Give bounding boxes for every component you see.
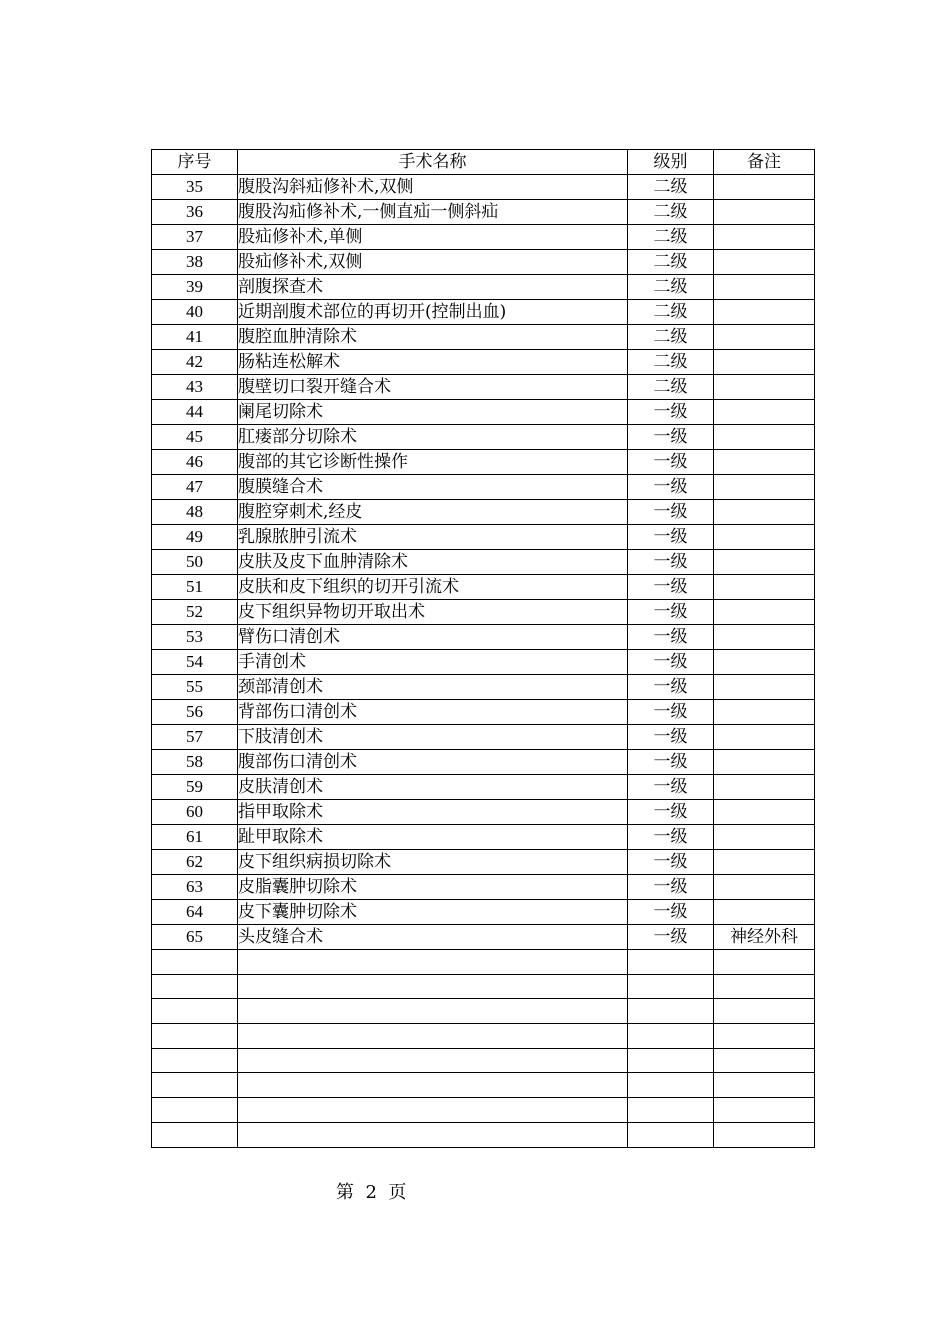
cell-name: 皮肤清创术 <box>238 775 628 800</box>
table-row <box>152 875 815 900</box>
empty-cell <box>628 999 714 1024</box>
cell-num: 53 <box>152 625 238 650</box>
empty-cell <box>714 1098 815 1123</box>
cell-name: 皮脂囊肿切除术 <box>238 875 628 900</box>
empty-cell <box>714 999 815 1024</box>
cell-level: 一级 <box>628 500 714 525</box>
empty-cell <box>152 1098 238 1123</box>
cell-level: 一级 <box>628 600 714 625</box>
empty-table-row <box>152 999 815 1024</box>
cell-num: 42 <box>152 350 238 375</box>
cell-note <box>714 850 815 875</box>
empty-cell <box>628 974 714 999</box>
empty-cell <box>714 1048 815 1073</box>
table-row <box>152 175 815 200</box>
empty-table-row <box>152 974 815 999</box>
cell-level: 一级 <box>628 750 714 775</box>
table-row <box>152 500 815 525</box>
cell-num: 50 <box>152 550 238 575</box>
cell-num: 38 <box>152 250 238 275</box>
cell-num: 63 <box>152 875 238 900</box>
cell-num: 48 <box>152 500 238 525</box>
cell-note <box>714 400 815 425</box>
table-row <box>152 625 815 650</box>
cell-num: 36 <box>152 200 238 225</box>
cell-note <box>714 500 815 525</box>
table-row <box>152 550 815 575</box>
table-row <box>152 575 815 600</box>
cell-name: 皮肤和皮下组织的切开引流术 <box>238 575 628 600</box>
cell-num: 45 <box>152 425 238 450</box>
cell-note <box>714 725 815 750</box>
cell-num: 52 <box>152 600 238 625</box>
cell-num: 43 <box>152 375 238 400</box>
cell-num: 62 <box>152 850 238 875</box>
surgery-table <box>151 149 815 1148</box>
cell-num: 54 <box>152 650 238 675</box>
cell-level: 一级 <box>628 525 714 550</box>
empty-cell <box>628 1122 714 1147</box>
cell-note <box>714 900 815 925</box>
cell-note <box>714 300 815 325</box>
empty-table-row <box>152 1024 815 1049</box>
cell-note <box>714 425 815 450</box>
cell-num: 35 <box>152 175 238 200</box>
table-row <box>152 525 815 550</box>
cell-note <box>714 675 815 700</box>
cell-level: 一级 <box>628 825 714 850</box>
cell-note <box>714 225 815 250</box>
empty-cell <box>714 974 815 999</box>
table-row <box>152 675 815 700</box>
cell-note <box>714 375 815 400</box>
empty-cell <box>152 1073 238 1098</box>
table-row <box>152 400 815 425</box>
cell-name: 指甲取除术 <box>238 800 628 825</box>
cell-num: 61 <box>152 825 238 850</box>
cell-level: 二级 <box>628 200 714 225</box>
cell-level: 一级 <box>628 775 714 800</box>
cell-name: 手清创术 <box>238 650 628 675</box>
empty-cell <box>714 1024 815 1049</box>
cell-note <box>714 600 815 625</box>
cell-num: 47 <box>152 475 238 500</box>
cell-level: 一级 <box>628 700 714 725</box>
cell-level: 一级 <box>628 900 714 925</box>
empty-cell <box>238 1024 628 1049</box>
table-row <box>152 225 815 250</box>
cell-name: 背部伤口清创术 <box>238 700 628 725</box>
empty-cell <box>152 950 238 975</box>
cell-level: 二级 <box>628 300 714 325</box>
cell-note <box>714 200 815 225</box>
cell-name: 腹膜缝合术 <box>238 475 628 500</box>
empty-cell <box>628 1098 714 1123</box>
empty-cell <box>238 999 628 1024</box>
cell-level: 二级 <box>628 250 714 275</box>
cell-name: 皮肤及皮下血肿清除术 <box>238 550 628 575</box>
cell-level: 一级 <box>628 475 714 500</box>
table-row <box>152 700 815 725</box>
cell-note <box>714 275 815 300</box>
table-row <box>152 350 815 375</box>
cell-name: 肛瘘部分切除术 <box>238 425 628 450</box>
cell-note <box>714 525 815 550</box>
table-row <box>152 600 815 625</box>
cell-num: 55 <box>152 675 238 700</box>
cell-name: 腹部伤口清创术 <box>238 750 628 775</box>
cell-note <box>714 575 815 600</box>
cell-name: 腹腔血肿清除术 <box>238 325 628 350</box>
empty-cell <box>152 1048 238 1073</box>
empty-cell <box>628 1024 714 1049</box>
cell-name: 近期剖腹术部位的再切开(控制出血) <box>238 300 628 325</box>
cell-num: 64 <box>152 900 238 925</box>
table-row <box>152 725 815 750</box>
cell-num: 58 <box>152 750 238 775</box>
header-num: 序号 <box>152 150 238 175</box>
cell-level: 一级 <box>628 400 714 425</box>
cell-name: 股疝修补术,单侧 <box>238 225 628 250</box>
empty-cell <box>238 950 628 975</box>
cell-level: 一级 <box>628 575 714 600</box>
cell-level: 二级 <box>628 325 714 350</box>
cell-note <box>714 750 815 775</box>
cell-name: 头皮缝合术 <box>238 925 628 950</box>
empty-cell <box>152 1122 238 1147</box>
cell-name: 臂伤口清创术 <box>238 625 628 650</box>
cell-num: 37 <box>152 225 238 250</box>
cell-level: 一级 <box>628 625 714 650</box>
table-row <box>152 850 815 875</box>
page-number: 第 2 页 <box>336 1182 407 1203</box>
cell-level: 一级 <box>628 450 714 475</box>
header-level: 级别 <box>628 150 714 175</box>
cell-note <box>714 325 815 350</box>
cell-name: 皮下囊肿切除术 <box>238 900 628 925</box>
cell-name: 腹壁切口裂开缝合术 <box>238 375 628 400</box>
empty-table-row <box>152 1048 815 1073</box>
empty-cell <box>238 1048 628 1073</box>
cell-level: 二级 <box>628 375 714 400</box>
cell-level: 一级 <box>628 725 714 750</box>
cell-name: 腹股沟疝修补术,一侧直疝一侧斜疝 <box>238 200 628 225</box>
empty-cell <box>628 1073 714 1098</box>
cell-level: 二级 <box>628 225 714 250</box>
table-row <box>152 425 815 450</box>
header-note: 备注 <box>714 150 815 175</box>
cell-num: 57 <box>152 725 238 750</box>
cell-note <box>714 875 815 900</box>
cell-num: 44 <box>152 400 238 425</box>
header-name: 手术名称 <box>238 150 628 175</box>
table-row <box>152 750 815 775</box>
cell-level: 一级 <box>628 675 714 700</box>
empty-table-row <box>152 1073 815 1098</box>
cell-name: 阑尾切除术 <box>238 400 628 425</box>
cell-name: 肠粘连松解术 <box>238 350 628 375</box>
cell-num: 40 <box>152 300 238 325</box>
cell-level: 二级 <box>628 175 714 200</box>
cell-name: 下肢清创术 <box>238 725 628 750</box>
cell-num: 49 <box>152 525 238 550</box>
empty-cell <box>628 1048 714 1073</box>
cell-note <box>714 350 815 375</box>
empty-cell <box>152 1024 238 1049</box>
cell-level: 二级 <box>628 350 714 375</box>
empty-cell <box>238 1122 628 1147</box>
cell-name: 股疝修补术,双侧 <box>238 250 628 275</box>
cell-num: 51 <box>152 575 238 600</box>
cell-num: 46 <box>152 450 238 475</box>
table-row <box>152 825 815 850</box>
empty-cell <box>238 1098 628 1123</box>
cell-note <box>714 700 815 725</box>
cell-name: 腹部的其它诊断性操作 <box>238 450 628 475</box>
cell-name: 皮下组织病损切除术 <box>238 850 628 875</box>
table-row <box>152 900 815 925</box>
empty-cell <box>152 999 238 1024</box>
cell-note <box>714 175 815 200</box>
cell-note <box>714 450 815 475</box>
table-row <box>152 325 815 350</box>
table-row <box>152 200 815 225</box>
table-row <box>152 775 815 800</box>
table-row <box>152 375 815 400</box>
cell-note <box>714 250 815 275</box>
cell-level: 一级 <box>628 850 714 875</box>
empty-cell <box>714 1122 815 1147</box>
empty-table-row <box>152 950 815 975</box>
cell-name: 腹股沟斜疝修补术,双侧 <box>238 175 628 200</box>
empty-cell <box>628 950 714 975</box>
cell-name: 腹腔穿刺术,经皮 <box>238 500 628 525</box>
table-row <box>152 275 815 300</box>
cell-name: 趾甲取除术 <box>238 825 628 850</box>
cell-num: 60 <box>152 800 238 825</box>
empty-table-row <box>152 1122 815 1147</box>
table-body <box>152 175 815 1148</box>
cell-note <box>714 775 815 800</box>
table-row <box>152 450 815 475</box>
cell-num: 39 <box>152 275 238 300</box>
cell-name: 颈部清创术 <box>238 675 628 700</box>
cell-note <box>714 650 815 675</box>
empty-table-row <box>152 1098 815 1123</box>
cell-level: 一级 <box>628 425 714 450</box>
cell-note <box>714 550 815 575</box>
table-row <box>152 250 815 275</box>
cell-num: 59 <box>152 775 238 800</box>
empty-cell <box>714 950 815 975</box>
cell-name: 乳腺脓肿引流术 <box>238 525 628 550</box>
cell-note <box>714 825 815 850</box>
cell-level: 一级 <box>628 875 714 900</box>
cell-level: 一级 <box>628 650 714 675</box>
empty-cell <box>152 974 238 999</box>
table-row <box>152 475 815 500</box>
cell-num: 56 <box>152 700 238 725</box>
cell-note <box>714 625 815 650</box>
empty-cell <box>714 1073 815 1098</box>
cell-note <box>714 800 815 825</box>
cell-note: 神经外科 <box>714 925 815 950</box>
cell-name: 剖腹探查术 <box>238 275 628 300</box>
cell-note <box>714 475 815 500</box>
empty-cell <box>238 1073 628 1098</box>
cell-level: 一级 <box>628 925 714 950</box>
table-row <box>152 800 815 825</box>
cell-name: 皮下组织异物切开取出术 <box>238 600 628 625</box>
cell-level: 一级 <box>628 800 714 825</box>
table-row <box>152 925 815 950</box>
cell-num: 65 <box>152 925 238 950</box>
table-row <box>152 650 815 675</box>
cell-level: 二级 <box>628 275 714 300</box>
cell-level: 一级 <box>628 550 714 575</box>
table-header-row <box>152 150 815 175</box>
cell-num: 41 <box>152 325 238 350</box>
table-row <box>152 300 815 325</box>
empty-cell <box>238 974 628 999</box>
